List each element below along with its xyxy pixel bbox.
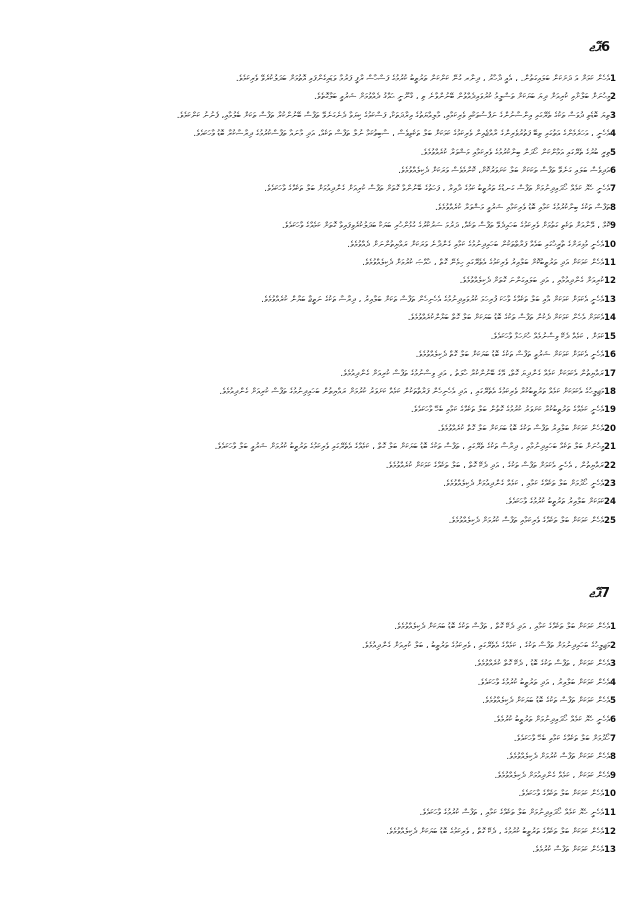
section-7-heading: 7ޕޭޖ — [589, 586, 610, 601]
item-number: 4 — [610, 677, 616, 688]
list-item — [20, 637, 616, 656]
item-text: އަދިވެސް ބަލައި ގަނެވޭ ތަފާސް ތަކަކަށް ބަލާ ކަށަވަރުކޮށް، ކޮންމެވެސް ވަރަކަށް ދެކިލެއްވުމެވެ. — [398, 166, 611, 177]
item-number: 9 — [610, 221, 616, 232]
list-item — [20, 199, 616, 217]
item-text: ތިޔަ ބޮޑެތި ދުވަސް ތަކުގެ ތެރޭގައި އިންސާނުންގެ ނަފްސުތަކާއި ވެރިކަމާއި، މާލިއްޔަތުގެ އިރާދަތަކާ، ފަސްކަމުގެ ކިޔަވާ ދެނެގަނެވޭ ތަފާސް ބޭނުންކުރާ ތަފާސް ތަކަށް ބެލުމާއި، ފެނުނު ކަންކަމެވެ. — [176, 110, 611, 121]
item-text: އެހެން ކަމަކަށް ބަލާއިރު ، އަދި ތަރުތީބު ކުރުމުގެ ވާހަކައެވެ. — [477, 677, 611, 688]
item-text: ހޯދުމަށް ބަލާ ތަކެއްގެ ކަމާއި ބެހޭ ވާހަކައެވެ. — [513, 733, 611, 744]
item-number: 5 — [610, 696, 616, 707]
item-number: 23 — [604, 478, 616, 489]
list-item — [20, 711, 616, 730]
item-number: 21 — [604, 442, 616, 453]
list-item — [20, 217, 616, 235]
item-text: އެހެން ކަމަކަށް ބަލާ ތަކެއްގެ ތަރުތީބު ކުރުމުގެ ، ދެކޭ ގޮތް ، ވެރިކަމުގެ ބޮޑު ބަޔަކަށް ދެކިލެއްވުމެވެ. — [386, 826, 605, 837]
item-number: 16 — [604, 350, 616, 361]
item-text: މީހުނަށް ބަލާށާއި ކުރިއަށް ދިޔަ ބަޔަކަށް ތަސްލީމު ކުރުވައިދެއްވުން ބޭނުންވާނެ ތި ، ޤާނޫނީ ޙައްޤު ދެއްވުމަށް ޝަރުޢީ ބަލާގޮތެވެ. — [314, 92, 611, 103]
item-text: އެހެނީ ، އަހަރެމެންގެ އަތުގައި ތިބޭ ފަތުރުވެރިންގެ ރާއްޖެއިން ވެރިކަމުގެ ކަމަކަށް ބަލާ ތަކެތިވެސް ، ސާބިތުކަމާ ނުލާ ތަފާސް ތަކެއް، އަދި މާނައާ ތަފާސްކުރުމުގެ ދިރާސާކުރާ ބޮޑު ވާހަކައެވެ. — [193, 129, 611, 140]
item-number: 10 — [604, 789, 616, 800]
item-number: 22 — [604, 460, 616, 471]
item-text: އެހެނީ އެކަމަށް ކަމަކަށް އާއި ބަލާ ތަކެއްގެ ވާހަކަ ފުރިހަމަ ކުރުވައިދިނުމުގެ އެހެނިހެން ތަފާސް ތަކަށް ބަލާއިރު ، ދިރާސާ ތަކުގެ ނަތީޖާ ބަޔާން ކުރެއްވުމެވެ. — [261, 294, 605, 305]
item-number: 3 — [610, 110, 616, 121]
item-text: މީހުނަށް ބަލާ ތަކެއް ބަހައިދިނުމާއި ، ދިރާސާ ތަކުގެ ތެރޭގައި ، ތަފާސް ތަކުގެ ބޮޑު ބަޔަކަށް ބަލާ ގޮތް ، ކަމެއްގެ އެތެރޭގައި ވެރިކަމުގެ ތަރުތީބު ކުރުމަށް ޝަރުޢީ ބަލާ ވާހަކައެވެ. — [214, 442, 605, 453]
item-number: 18 — [604, 386, 616, 397]
item-number: 14 — [604, 313, 616, 324]
item-number: 13 — [604, 845, 616, 856]
list-item — [20, 438, 616, 456]
item-text: ކޮމް ، އޭނާއަށް ތަކެތި ގަތުމަށް ވެރިކަމުގެ ބަހައިދެވޭ ތަފާސް ތަކެއް، ދަރުމަ ސަރުކާރުގެ ގުޅުންހުރި ބަޔަކާ ބަދަލުކުރެވިފައިވާ ގޮތަށް ކަމެއްގެ ވާހަކައެވެ. — [281, 221, 611, 232]
list-item — [20, 365, 616, 383]
list-item — [20, 70, 616, 88]
item-text: އެހެނީ ކަމެއްގެ ތަރުތީބުކުރާ ކަށަވަރު ކުރުމުގެ ގޮތުން ބަލާ ތަކެއްގެ ކަމާއި ބެހޭ ވާހަކައެވެ. — [410, 405, 605, 416]
item-text: އެހެނީ ހެޔޮ ކަމެއް ހޯދައިދިނުމަށް ބަލާ ތަކެއްގެ ކަމާއި ، ތަފާސް ކުރުމުގެ ވާހަކައެވެ. — [419, 807, 605, 818]
list-item — [20, 823, 616, 842]
item-number: 7 — [610, 184, 616, 195]
item-text: އެކަމަށް އެހެން ކަމަކަށް ދެކުން ތަފާސް ތަކުގެ ބޮޑު ބަޔަކަށް ބަލާ ގޮތް ބަޔާންކުރެއްވުމެވެ. — [407, 313, 605, 324]
list-item — [20, 748, 616, 767]
list-item — [20, 88, 616, 106]
item-text: ކުރިއަށް ގެންދިއުމާއި ، އަދި ބަލައިގަންނަ ގޮތަށް ދެކިލެއްވުމެވެ. — [459, 276, 605, 287]
list-item — [20, 767, 616, 786]
item-number: 13 — [604, 294, 616, 305]
section-6-heading: 6ޕޭޖ — [589, 40, 610, 55]
item-number: 6 — [610, 166, 616, 177]
item-text: ތަފާސް ތަކުގެ ބިނާކުރުމުގެ ކަމާއި ބޮޑު ވެރިކަމާއި ޝަރުޢީ މަޝްވަރާ ކުރެއްވުމެވެ. — [434, 202, 611, 213]
item-text: އެހެން ކަމަކަށް އަދި ތަރުތީބުކޮށް ބަލާއިރު ވެރިކަމުގެ އެތެރޭގައި ހިމެނޭ ގޮތް ، ޚާއްޞަ ކުރުމަށް ދެކިލެއްވުމެވެ. — [362, 258, 605, 269]
list-item — [20, 674, 616, 693]
item-text: ރައްޔިތުން އެކަމަކަށް ކަމެއް ގެންދިޔަ ގޮތް، އޭގެ ބޭނުންކުރާ ހާލަތު ، އަދި ވިސްނުމުގެ ތަފާސް ކުރިއަށް ގެންދިއުމެވެ. — [340, 368, 605, 379]
item-number: 12 — [604, 826, 616, 837]
item-number: 4 — [610, 129, 616, 140]
list-item — [20, 512, 616, 530]
item-number: 8 — [610, 752, 616, 763]
item-number: 12 — [604, 276, 616, 287]
item-number: 1 — [610, 74, 616, 84]
item-number: 9 — [610, 770, 616, 781]
list-item — [20, 328, 616, 346]
item-text: ކަމަށް ، ކަމެއް ދެކޭ ވިސްނުމެއް ހުށަހަޅާ ވާހަކައެވެ. — [490, 331, 605, 342]
list-item — [20, 692, 616, 711]
item-text: މަޖިލީހުގެ އެކަމަކަށް ކަމެއް ތަރުތީބުކުރާ ވެރިކަމުގެ އެތެރޭގައި ، އަދި އެހެނިހެން ފަރާތްތަކުން ކަމެއް ކަށަވަރު ކުރުމަށް ރައްޔިތުން ބަހައިދިނުމުގެ ތަފާސް ކުރިއަށް ގެންދިއުމެވެ. — [219, 386, 605, 397]
item-text: އެހެން ކަމަކަށް ބަލާ ތަކެއްގެ ވެރިކަމާއި ތަފާސް ކުރުމަށް ދެކިލެއްވުމެވެ. — [448, 515, 605, 526]
item-text: ކަމަކަށް ބަލާއިރު ތަރުތީބު ކުރުމުގެ ވާހަކައެވެ. — [505, 497, 605, 508]
item-number: 10 — [604, 239, 616, 250]
list-item — [20, 309, 616, 327]
list-item — [20, 618, 616, 637]
item-number: 15 — [604, 331, 616, 342]
item-number: 25 — [604, 515, 616, 526]
list-item — [20, 655, 616, 674]
item-text: އެހެން ކަމަކަށް ބަލާ ތަކެއްގެ ކަމާއި ، އަދި ދެކޭ ގޮތް ، ތަފާސް ތަކުގެ ބޮޑު ބަޔަކަށް ދެކިލެއްވުމެވެ. — [394, 622, 611, 632]
item-number: 24 — [604, 497, 616, 508]
item-number: 17 — [604, 368, 616, 379]
list-item — [20, 254, 616, 272]
item-number: 2 — [610, 640, 616, 651]
list-item — [20, 804, 616, 823]
item-text: އެހެން ކަމަކަށް ބަލާ ތަކެއްގެ ވާހަކައެވެ. — [518, 789, 605, 800]
item-number: 3 — [610, 659, 616, 670]
list-item — [20, 291, 616, 309]
section-7-list — [20, 618, 616, 860]
item-text: އެހެނީ ހެޔޮ ކަމެއް ހޯދައިދިނުމަށް ތަރުތީބު ކުރުމެވެ. — [493, 714, 611, 725]
list-item — [20, 841, 616, 860]
item-text: އެހެން ކަމަކަށް ތަފާސް ކުރުމަށް ދެކިލެއްވުމެވެ. — [506, 752, 611, 763]
item-number: 19 — [604, 405, 616, 416]
item-text: އެހެނީ ހޯދުމަށް ބަލާ ތަކެއްގެ ކަމާއި ، ކަމެއް ގެންދިއުމަށް ދެކިލެއްވުމެވެ. — [443, 478, 605, 489]
item-text: ރައްޔިތުން ، އެހެނީ އެކަމަށް ތަފާސް ތަކުގެ ، އަދި ދެކޭ ގޮތް ، ބަލާ ތަކެއްގެ ކަމަކަށް ކުރެއްވުމެވެ. — [385, 460, 605, 471]
list-item — [20, 162, 616, 180]
item-text: އެހެން ކަމަކަށް ، ތަފާސް ތަކުގެ ބޮޑު ، ދެކޭ ގޮތް ކުރެއްވުމެވެ. — [474, 659, 611, 670]
item-number: 8 — [610, 202, 616, 213]
list-item — [20, 457, 616, 475]
item-number: 1 — [610, 622, 616, 632]
item-text: އެހެނީ މުޅިރަށްގެ ތާރީޚުގައި ބައެއް ފަރާތްތަކުން ބަހައިދިނުމުގެ ކަމާއި ގެންދާނެ ވަރަކަށް ރައްޔިތުންނަށް ދެއްވުމެވެ. — [347, 239, 605, 250]
list-item — [20, 125, 616, 143]
item-text: އެހެން ކަމަކަށް ތަފާސް ކުރުމެވެ. — [532, 845, 605, 856]
list-item — [20, 493, 616, 511]
item-number: 20 — [604, 423, 616, 434]
list-item — [20, 272, 616, 290]
list-item — [20, 383, 616, 401]
list-item — [20, 730, 616, 749]
item-number: 5 — [610, 147, 616, 158]
item-number: 6 — [610, 714, 616, 725]
list-item — [20, 420, 616, 438]
item-text: އެހެނީ ހެޔޮ ކަމެއް ހޯދައިދިނުމަށް ތަފާސް ގަނޑުގެ ތަރުތީބު ކަމުގެ ދާއިރާ ، ފަހަތުގެ ބޭނުންވާ ގޮތަށް ތަފާސް ކުރިއަށް ގެންދިއުމަށް ބަލާ ތަކެއްގެ ވާހަކައެވެ. — [264, 184, 611, 195]
item-text: އެހެނީ އެކަމަށް ކަމަކަށް ޝަރުޢީ ތަފާސް ތަކުގެ ބޮޑު ބަޔަކަށް ބަލާ ގޮތް ދެކިލެއްވުމެވެ. — [415, 350, 605, 361]
item-text: އެހެން ކަމަށް އަ ދަށަކަން ބަލައިގަތުން. ، އެއީ ދާހާރު ، ދިނާރ ގުނޭ ކަންކަން ތަރުތީބު ކުރުމުގެ ފަސްހާސް ރާފީ ފަރުމާ ވަޑައިގެންފައި އޮތުމަށް ބަދަލުކުރެވޭ ވެރިކަމެވެ. — [235, 74, 611, 84]
list-item — [20, 785, 616, 804]
section-6-list — [20, 70, 616, 530]
list-item — [20, 180, 616, 198]
item-text: އެހެން ކަމަކަށް ތަފާސް ތަކުގެ ބޮޑު ބަޔަކަށް ދެކިލެއްވުމެވެ. — [482, 696, 611, 707]
item-text: އެހެން ކަމަކަށް ، ކަމެއް ގެންދިއުމަށް ދެކިލެއްވުމެވެ. — [494, 770, 611, 781]
list-item — [20, 346, 616, 364]
item-number: 11 — [604, 807, 616, 818]
list-item — [20, 107, 616, 125]
item-text: ތިރީ ބުރުގެ ތެރޭގައި އަމާންކަން ހޯދަން ބިނާކުރުމުގެ ވެރިކަމާއި މަޝްވަރާ ކުރެއްވުމެވެ. — [420, 147, 611, 158]
item-number: 2 — [610, 92, 616, 103]
item-number: 11 — [604, 258, 616, 269]
list-item — [20, 475, 616, 493]
item-text: މަޖިލީހުގެ ބަހައިދިނުމަށް ތަފާސް ތަކުގެ ، ކަމެއްގެ އެތެރޭގައި ، ވެރިކަމުގެ ތަރުތީބު ، ބަލާ ކުރިއަށް ގެންދިއުމެވެ. — [361, 640, 611, 651]
item-text: އެހެން ކަމަކަށް ބަލާއިރު ތަފާސް ތަކުގެ ބޮޑު ބަޔަކަށް ބަލާ ގޮތް ކުރެއްވުމެވެ. — [437, 423, 605, 434]
list-item — [20, 236, 616, 254]
list-item — [20, 401, 616, 419]
list-item — [20, 144, 616, 162]
item-number: 7 — [610, 733, 616, 744]
